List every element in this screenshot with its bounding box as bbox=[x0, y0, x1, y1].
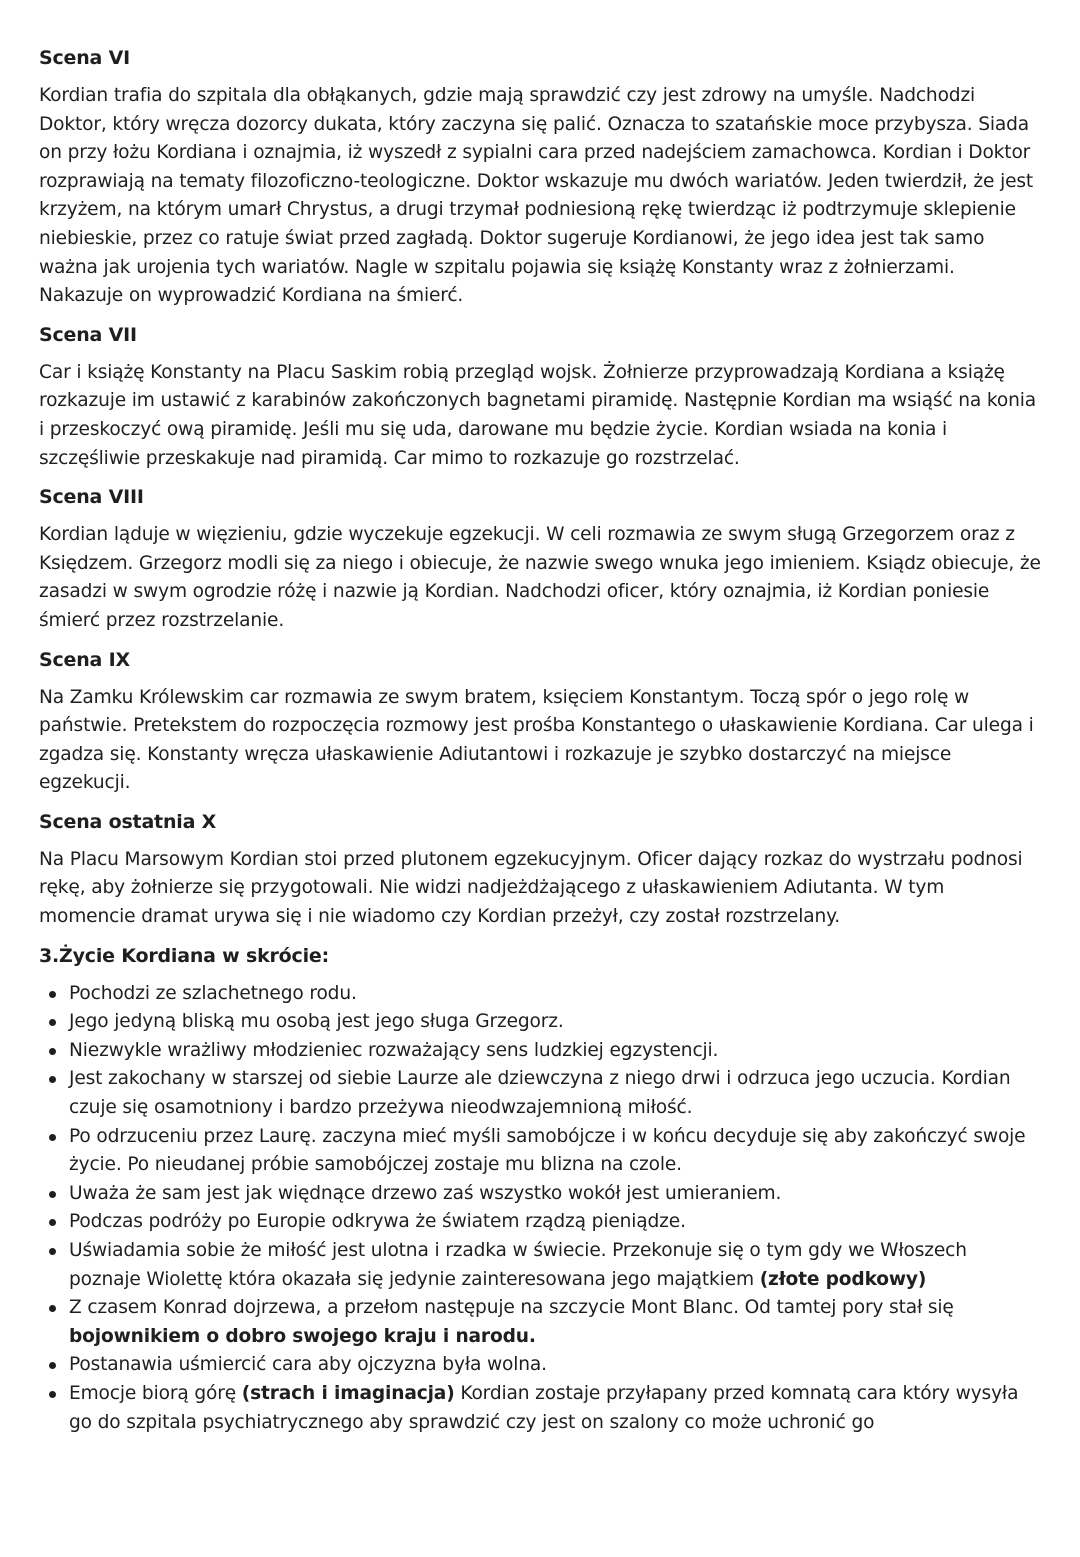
list-item bbox=[39, 980, 1044, 1009]
list-item bbox=[39, 1037, 1044, 1066]
bullet-icon bbox=[49, 1048, 56, 1055]
list-item bbox=[39, 1008, 1044, 1037]
life-summary-title: 3.Życie Kordiana w skrócie: bbox=[39, 944, 329, 967]
scene-6-title: Scena VI bbox=[39, 47, 130, 69]
bullet-icon bbox=[49, 1305, 56, 1312]
list-item-text: Jest zakochany w starszej od siebie Laurze ale dziewczyna z niego drwi i odrzuca jego uczucia. Kordian czuje się osamotniony i bardzo przeżywa nieodwzajemnioną miłość. bbox=[69, 1068, 1011, 1119]
scene-10 bbox=[39, 808, 1044, 932]
list-item bbox=[39, 1123, 1044, 1180]
list-item bbox=[39, 1380, 1044, 1437]
scene-8-title: Scena VIII bbox=[39, 486, 144, 509]
list-item bbox=[39, 1180, 1044, 1209]
list-item-text: Po odrzuceniu przez Laurę. zaczyna mieć myśli samobójcze i w końcu decyduje się aby zakończyć swoje życie. Po nieudanej próbie samobójczej zostaje mu blizna na czole. bbox=[69, 1125, 1026, 1176]
scene-6 bbox=[39, 44, 1044, 311]
bullet-icon bbox=[49, 1134, 56, 1141]
list-item bbox=[39, 1065, 1044, 1122]
list-item-text: Emocje biorą górę bbox=[69, 1382, 242, 1404]
scene-10-text: Na Placu Marsowym Kordian stoi przed plutonem egzekucyjnym. Oficer dający rozkaz do wystrzału podnosi rękę, aby żołnierze się przygotowali. Nie widzi nadjeżdżającego z ułaskawieniem Adiutanta. W tym momencie dramat urywa się i nie wiadomo czy Kordian przeżył, czy został rozstrzelany. bbox=[39, 848, 1023, 928]
scene-9-text: Na Zamku Królewskim car rozmawia ze swym bratem, księciem Konstantym. Toczą spór o jego rolę w państwie. Pretekstem do rozpoczęcia rozmowy jest prośba Konstantego o ułaskawienie Kordiana. Car ulega i zgadza się. Konstanty wręcza ułaskawienie Adiutantowi i rozkazuje je szybko dostarczyć na miejsce egzekucji. bbox=[39, 686, 1034, 794]
list-item bbox=[39, 1351, 1044, 1380]
list-item bbox=[39, 1237, 1044, 1294]
scene-7-text: Car i książę Konstanty na Placu Saskim robią przegląd wojsk. Żołnierze przyprowadzają Kordiana a książę rozkazuje im ustawić z karabinów zakończonych bagnetami piramidę. Następnie Kordian ma wsiąść na konia i przeskoczyć ową piramidę. Jeśli mu się uda, darowane mu będzie życie. Kordian wsiada na konia i szczęśliwie przeskakuje nad piramidą. Car mimo to rozkazuje go rozstrzelać. bbox=[39, 361, 1036, 469]
bullet-icon bbox=[49, 1191, 56, 1198]
scene-7 bbox=[39, 321, 1044, 473]
scene-7-title: Scena VII bbox=[39, 323, 137, 346]
bullet-icon bbox=[49, 1362, 56, 1369]
scene-9-title: Scena IX bbox=[39, 648, 130, 671]
list-item-text: Podczas podróży po Europie odkrywa że światem rządzą pieniądze. bbox=[69, 1211, 686, 1233]
list-item-text: Jego jedyną bliską mu osobą jest jego sługa Grzegorz. bbox=[69, 1011, 564, 1033]
list-item-text: Z czasem Konrad dojrzewa, a przełom następuje na szczycie Mont Blanc. Od tamtej pory stał się bbox=[69, 1297, 954, 1319]
list-item-text: Pochodzi ze szlachetnego rodu. bbox=[69, 982, 357, 1004]
life-summary-list bbox=[39, 980, 1044, 1438]
bullet-icon bbox=[49, 991, 56, 998]
list-item-text: Niezwykle wrażliwy młodzieniec rozważający sens ludzkiej egzystencji. bbox=[69, 1039, 719, 1061]
life-summary bbox=[39, 942, 1044, 1438]
scene-6-text: Kordian trafia do szpitala dla obłąkanych, gdzie mają sprawdzić czy jest zdrowy na umyśle. Nadchodzi Doktor, który wręcza dozorcy dukata, który zaczyna się palić. Oznacza to szatańskie moce przybysza. Siada on przy łożu Kordiana i oznajmia, iż wyszedł z sypialni cara przed nadejściem zamachowca. Kordian i Doktor rozprawiają na tematy filozoficzno-teologiczne. Doktor wskazuje mu dwóch wariatów. Jeden twierdził, że jest krzyżem, na którym umarł Chrystus, a drugi trzymał podniesioną rękę twierdząc iż podtrzymuje sklepienie niebieskie, przez co ratuje świat przed zagładą. Doktor sugeruje Kordianowi, że jego idea jest tak samo ważna jak urojenia tych wariatów. Nagle w szpitalu pojawia się książę Konstanty wraz z żołnierzami. Nakazuje on wyprowadzić Kordiana na śmierć. bbox=[39, 85, 1034, 307]
list-item bbox=[39, 1208, 1044, 1237]
bullet-icon bbox=[49, 1219, 56, 1226]
list-item-bold: (strach i imaginacja) bbox=[241, 1382, 455, 1404]
list-item-text: Uświadamia sobie że miłość jest ulotna i rzadka w świecie. Przekonuje się o tym gdy we Włoszech poznaje Wiolettę która okazała się jedynie zainteresowana jego majątkiem bbox=[69, 1240, 967, 1290]
list-item-text: Postanawia uśmiercić cara aby ojczyzna była wolna. bbox=[69, 1354, 547, 1376]
bullet-icon bbox=[49, 1248, 56, 1255]
bullet-icon bbox=[49, 1019, 56, 1026]
scene-9 bbox=[39, 646, 1044, 798]
list-item-bold: (złote podkowy) bbox=[759, 1268, 927, 1290]
scene-8-text: Kordian ląduje w więzieniu, gdzie wyczekuje egzekucji. W celi rozmawia ze swym sługą Grzegorzem oraz z Księdzem. Grzegorz modli się za niego i obiecuje, że nazwie swego wnuka jego imieniem. Ksiądz obiecuje, że zasadzi w swym ogrodzie różę i nazwie ją Kordian. Nadchodzi oficer, który oznajmia, iż Kordian poniesie śmierć przez rozstrzelanie. bbox=[39, 524, 1041, 631]
scene-8 bbox=[39, 483, 1044, 635]
bullet-icon bbox=[49, 1391, 56, 1398]
list-item-text-after: Kordian zostaje przyłapany przed komnatą cara który wysyła go do szpitala psychiatrycznego aby sprawdzić czy jest on szalony co może uchronić go bbox=[69, 1382, 1019, 1433]
list-item-text: Uważa że sam jest jak więdnące drzewo zaś wszystko wokół jest umieraniem. bbox=[69, 1182, 782, 1204]
bullet-icon bbox=[49, 1076, 56, 1083]
list-item bbox=[39, 1294, 1044, 1351]
list-item-bold: bojownikiem o dobro swojego kraju i narodu. bbox=[69, 1325, 536, 1347]
scene-10-title: Scena ostatnia X bbox=[39, 810, 217, 833]
